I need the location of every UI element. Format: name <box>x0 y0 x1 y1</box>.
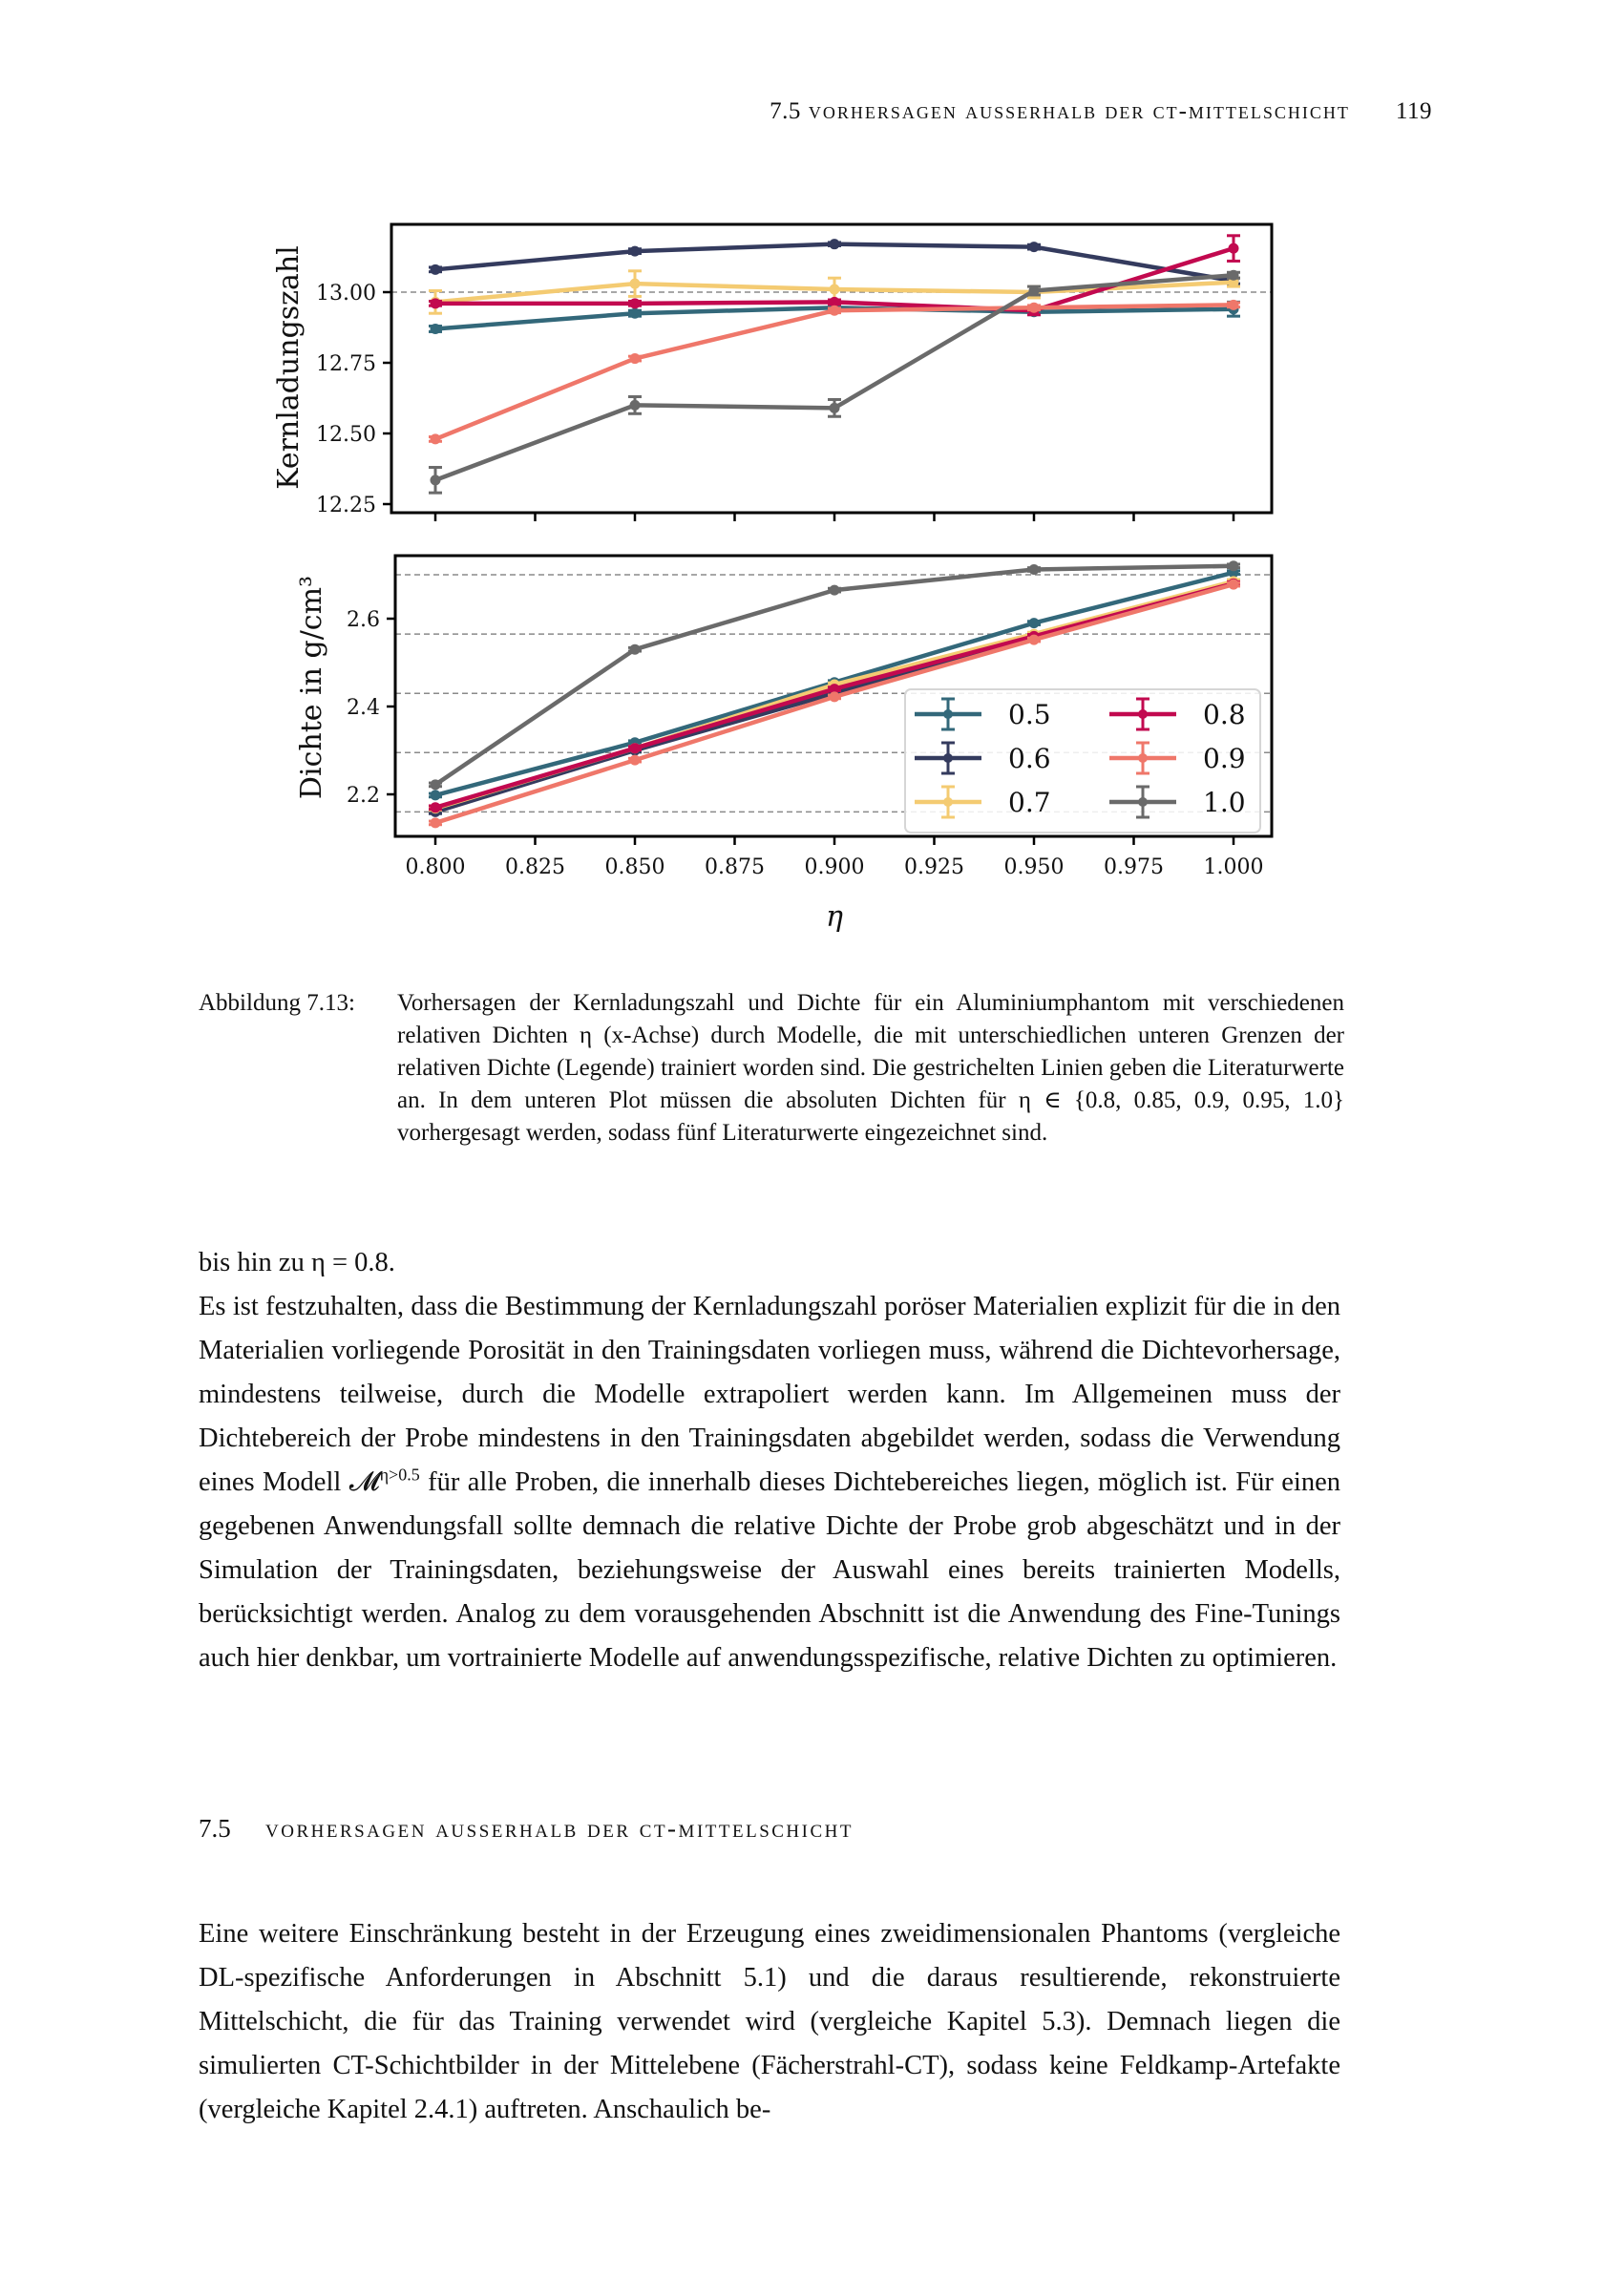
data-marker <box>630 279 641 289</box>
data-marker <box>1029 242 1040 252</box>
data-marker <box>431 475 441 485</box>
plot-frame <box>391 224 1272 513</box>
y-tick-label: 2.6 <box>347 608 380 632</box>
dichte-plot <box>295 556 1272 934</box>
legend-label: 0.7 <box>1008 787 1051 818</box>
data-marker <box>630 298 641 308</box>
data-marker <box>630 755 641 766</box>
section-number: 7.5 <box>199 1814 231 1843</box>
data-marker <box>1029 635 1040 645</box>
data-marker <box>830 285 840 295</box>
legend-swatch-marker <box>943 797 953 807</box>
x-axis-label: η <box>826 900 843 934</box>
data-marker <box>630 644 641 655</box>
data-marker <box>1229 560 1239 571</box>
figure-caption-text: Vorhersagen der Kernladungszahl und Dichte für ein Aluminiumphantom mit verschiedenen relativen Dichten η (x-Achse) durch Modelle, die mit unterschiedlichen unteren Grenzen der relativen Dichte (Legende) trainiert worden sind. Die gestrichelten Linien geben die Literaturwerte an. In dem unteren Plot müssen die absoluten Dichten für η ∈ {0.8, 0.85, 0.9, 0.95, 1.0} vorhergesagt werden, sodass fünf Literaturwerte eingezeichnet sind. <box>397 990 1344 1146</box>
x-tick-label: 0.825 <box>505 855 565 879</box>
data-marker <box>630 308 641 319</box>
x-tick-label: 1.000 <box>1203 855 1264 879</box>
paragraph-density-range: Es ist festzuhalten, dass die Bestimmung der Kernladungszahl poröser Materialien explizit für die in den Materialien vorliegende Porosität in den Trainingsdaten vorliegen muss, während die Dichtevorhersage, mindestens teilweise, durch die Modelle extrapoliert werden kann. Im Allgemeinen muss der Dichtebereich der Probe mindestens in den Trainingsdaten abgebildet werden, sodass die Verwendung eines Modell 𝓜$^{\eta>0.5}$ für alle Proben, die innerhalb dieses Dichtebereiches liegen, möglich ist. Für einen gegebenen Anwendungsfall sollte demnach die relative Dichte der Probe grob abgeschätzt und in der Simulation der Trainingsdaten, beziehungsweise der Auswahl eines bereits trainierten Modells, berücksichtigt werden. Analog zu dem vorausgehenden Abschnitt ist die Anwendung des Fine-Tunings auch hier denkbar, um vortrainierte Modelle auf anwendungsspezifische, relative Dichten zu optimieren. <box>199 1292 1340 1673</box>
data-marker <box>830 306 840 316</box>
data-marker <box>1229 580 1239 590</box>
x-tick-label: 0.900 <box>804 855 865 879</box>
legend-swatch-marker <box>943 709 953 719</box>
page-number: 119 <box>1395 98 1432 124</box>
data-marker <box>630 400 641 411</box>
y-tick-label: 2.4 <box>347 696 380 720</box>
y-tick-label: 2.2 <box>347 784 380 808</box>
legend-swatch-marker <box>1138 709 1148 719</box>
data-marker <box>1029 303 1040 313</box>
y-axis-label: Kernladungszahl <box>272 245 306 490</box>
y-tick-label: 12.50 <box>316 423 376 447</box>
data-marker <box>1229 270 1239 281</box>
section-title: vorhersagen ausserhalb der ct-mittelschicht <box>265 1814 854 1843</box>
data-marker <box>630 246 641 257</box>
section-heading <box>199 1814 854 1844</box>
x-tick-label: 0.925 <box>904 855 964 879</box>
data-marker <box>431 298 441 308</box>
legend-label: 0.5 <box>1008 699 1051 730</box>
data-marker <box>431 324 441 334</box>
data-marker <box>830 585 840 596</box>
model-superscript: η>0.5 <box>379 1465 420 1485</box>
figure-7-13 <box>0 0 1624 955</box>
data-marker <box>630 743 641 753</box>
series-group <box>429 236 1240 493</box>
series-line-0.6 <box>435 244 1234 281</box>
y-tick-label: 13.00 <box>316 282 376 306</box>
legend-label: 0.9 <box>1203 743 1246 774</box>
x-tick-label: 0.850 <box>604 855 665 879</box>
kernladungszahl-plot <box>272 224 1272 521</box>
data-marker <box>1029 285 1040 296</box>
y-tick-label: 12.25 <box>316 494 376 517</box>
series-line-0.9 <box>435 305 1234 439</box>
data-marker <box>431 779 441 790</box>
x-tick-label: 0.975 <box>1104 855 1164 879</box>
running-head-section-title: vorhersagen ausserhalb der ct-mittelschicht <box>808 98 1350 124</box>
x-tick-label: 0.800 <box>405 855 466 879</box>
data-marker <box>1229 243 1239 254</box>
data-marker <box>1029 564 1040 575</box>
legend-swatch-marker <box>943 753 953 763</box>
legend-label: 0.8 <box>1203 699 1246 730</box>
figure-caption-label: Abbildung 7.13: <box>199 990 355 1016</box>
data-marker <box>431 264 441 275</box>
x-tick-label: 0.950 <box>1003 855 1065 879</box>
data-marker <box>830 691 840 702</box>
data-marker <box>630 353 641 364</box>
data-marker <box>1029 618 1040 628</box>
legend-label: 0.6 <box>1008 743 1051 774</box>
running-head-section-number: 7.5 <box>770 98 801 124</box>
data-marker <box>1229 300 1239 310</box>
data-marker <box>431 790 441 800</box>
figure-plots <box>0 0 1624 955</box>
section-paragraph: Eine weitere Einschränkung besteht in der Erzeugung eines zweidimensionalen Phantoms (vergleiche DL-spezifische Anforderungen in Abschnitt 5.1) und die daraus resultierende, rekonstruierte Mittelschicht, die für das Training verwendet wird (vergleiche Kapitel 5.3). Demnach liegen die simulierten CT-Schichtbilder in der Mittelebene (Fächerstrahl-CT), sodass keine Feldkamp-Artefakte (vergleiche Kapitel 2.4.1) auftreten. Anschaulich be- <box>199 1919 1340 2124</box>
y-tick-label: 12.75 <box>316 352 376 376</box>
data-marker <box>830 239 840 249</box>
x-tick-label: 0.875 <box>705 855 765 879</box>
legend <box>905 689 1260 833</box>
data-marker <box>431 817 441 828</box>
y-axis-label: Dichte in g/cm³ <box>295 575 328 800</box>
data-marker <box>431 802 441 812</box>
body-paragraphs <box>199 1241 1340 1680</box>
legend-swatch-marker <box>1138 753 1148 763</box>
legend-label: 1.0 <box>1203 787 1246 818</box>
figure-caption <box>199 987 1344 1150</box>
section-body <box>199 1912 1340 2132</box>
data-marker <box>830 403 840 413</box>
legend-swatch-marker <box>1138 797 1148 807</box>
data-marker <box>431 433 441 444</box>
paragraph-lead: bis hin zu η = 0.8. <box>199 1248 395 1277</box>
